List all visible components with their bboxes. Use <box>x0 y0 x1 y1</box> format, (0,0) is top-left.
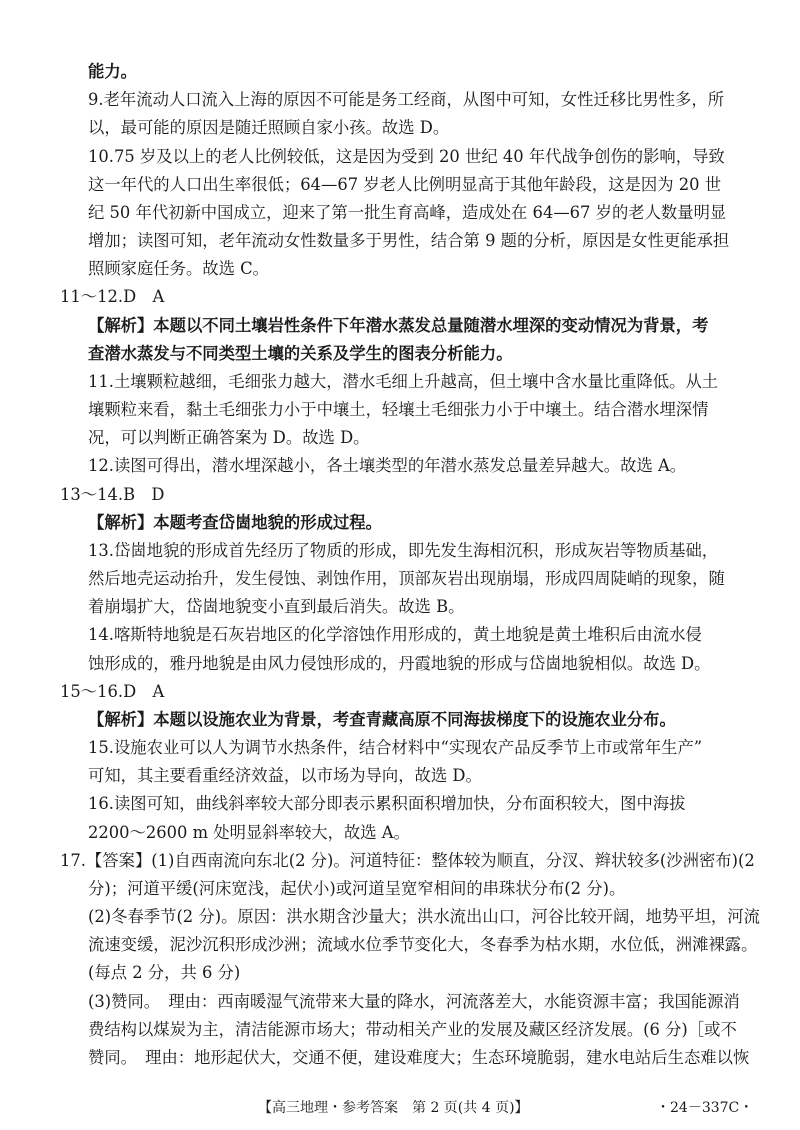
analysis-heading: 查潜水蒸发与不同类型土壤的关系及学生的图表分析能力。 <box>88 343 513 363</box>
text-line: 壤颗粒来看，黏土毛细张力小于中壤土，轻壤土毛细张力小于中壤土。结合潜水埋深情 <box>88 400 709 419</box>
text-line: 赞同。 理由：地形起伏大，交通不便，建设难度大；生态环境脆弱，建水电站后生态难以恢 <box>88 1047 750 1067</box>
text-line: (2)冬春季节(2 分)。原因：洪水期含沙量大；洪水流出山口，河谷比较开阔，地势平坦，河流 <box>88 907 760 926</box>
text-line: 12.读图可得出，潜水埋深越小，各土壤类型的年潜水蒸发总量差异越大。故选 A。 <box>88 456 687 476</box>
text-line: (3)赞同。 理由：西南暖湿气流带来大量的降水，河流落差大，水能资源丰富；我国能源消 <box>88 991 740 1011</box>
analysis-heading: 【解析】本题考查岱崮地貌的形成过程。 <box>88 512 382 532</box>
text-line: 费结构以煤炭为主，清洁能源市场大；带动相关产业的发展及藏区经济发展。(6 分)［或不 <box>88 1019 737 1039</box>
text-line: 9.老年流动人口流入上海的原因不可能是务工经商，从图中可知，女性迁移比男性多，所 <box>88 90 725 110</box>
footer-page-info: 【高三地理・参考答案 第 2 页(共 4 页)】 <box>258 1100 529 1116</box>
text-line: 然后地壳运动抬升，发生侵蚀、剥蚀作用，顶部灰岩出现崩塌，形成四周陡峭的现象，随 <box>88 569 725 588</box>
text-line: 这一年代的人口出生率很低；64—67 岁老人比例明显高于其他年龄段，这是因为 20 世 <box>88 174 722 194</box>
text-line: 况，可以判断正确答案为 D。故选 D。 <box>88 428 370 448</box>
text-line: 11.土壤颗粒越细，毛细张力越大，潜水毛细上升越高，但土壤中含水量比重降低。从土 <box>88 371 719 391</box>
text-line: 增加；读图可知，老年流动女性数量多于男性，结合第 9 题的分析，原因是女性更能承担 <box>88 231 730 250</box>
text-line: 13.岱崮地貌的形成首先经历了物质的形成，即先发生海相沉积，形成灰岩等物质基础， <box>88 540 719 560</box>
text-line: 以，最可能的原因是随迁照顾自家小孩。故选 D。 <box>88 118 450 138</box>
question-header: 11～12.D A <box>60 287 165 307</box>
text-line: 能力。 <box>88 62 137 81</box>
text-line: 10.75 岁及以上的老人比例较低，这是因为受到 20 世纪 40 年代战争创伤的影响，导致 <box>88 146 725 166</box>
question-header: 15～16.D A <box>60 681 165 701</box>
text-line: 2200～2600 m 处明显斜率较大，故选 A。 <box>88 822 410 842</box>
analysis-heading: 【解析】本题以设施农业为背景，考查青藏高原不同海拔梯度下的设施农业分布。 <box>88 709 676 729</box>
text-line: 蚀形成的，雅丹地貌是由风力侵蚀形成的，丹霞地貌的形成与岱崮地貌相似。故选 D。 <box>88 653 711 673</box>
text-line: (每点 2 分，共 6 分) <box>88 963 241 983</box>
page-footer <box>0 1098 800 1118</box>
text-line: 14.喀斯特地貌是石灰岩地区的化学溶蚀作用形成的，黄土地貌是黄土堆积后由流水侵 <box>88 625 702 645</box>
text-line: 照顾家庭任务。故选 C。 <box>88 259 269 279</box>
text-line: 流速变缓，泥沙沉积形成沙洲；流域水位季节变化大，冬春季为枯水期，水位低，洲滩裸露。 <box>88 935 758 955</box>
text-line: 可知，其主要看重经济效益，以市场为导向，故选 D。 <box>88 766 482 786</box>
text-line: 16.读图可知，曲线斜率较大部分即表示累积面积增加快，分布面积较大，图中海拔 <box>88 794 686 814</box>
text-line: 15.设施农业可以人为调节水热条件，结合材料中“实现农产品反季节上市或常年生产” <box>88 738 703 757</box>
footer-code: ・24－337C・ <box>656 1100 754 1116</box>
question-header: 17.【答案】(1)自西南流向东北(2 分)。河道特征：整体较为顺直，分汊、辫状较多(沙洲密布)(2 <box>60 850 755 870</box>
text-line: 分)；河道平缓(河床宽浅，起伏小)或河道呈宽窄相间的串珠状分布(2 分)。 <box>88 878 626 898</box>
analysis-heading: 【解析】本题以不同土壤岩性条件下年潜水蒸发总量随潜水埋深的变动情况为背景，考 <box>88 315 709 335</box>
text-line: 着崩塌扩大，岱崮地貌变小直到最后消失。故选 B。 <box>88 597 465 617</box>
text-line: 纪 50 年代初新中国成立，迎来了第一批生育高峰，造成处在 64—67 岁的老人数量明显 <box>88 202 727 222</box>
question-header: 13～14.B D <box>60 484 165 504</box>
